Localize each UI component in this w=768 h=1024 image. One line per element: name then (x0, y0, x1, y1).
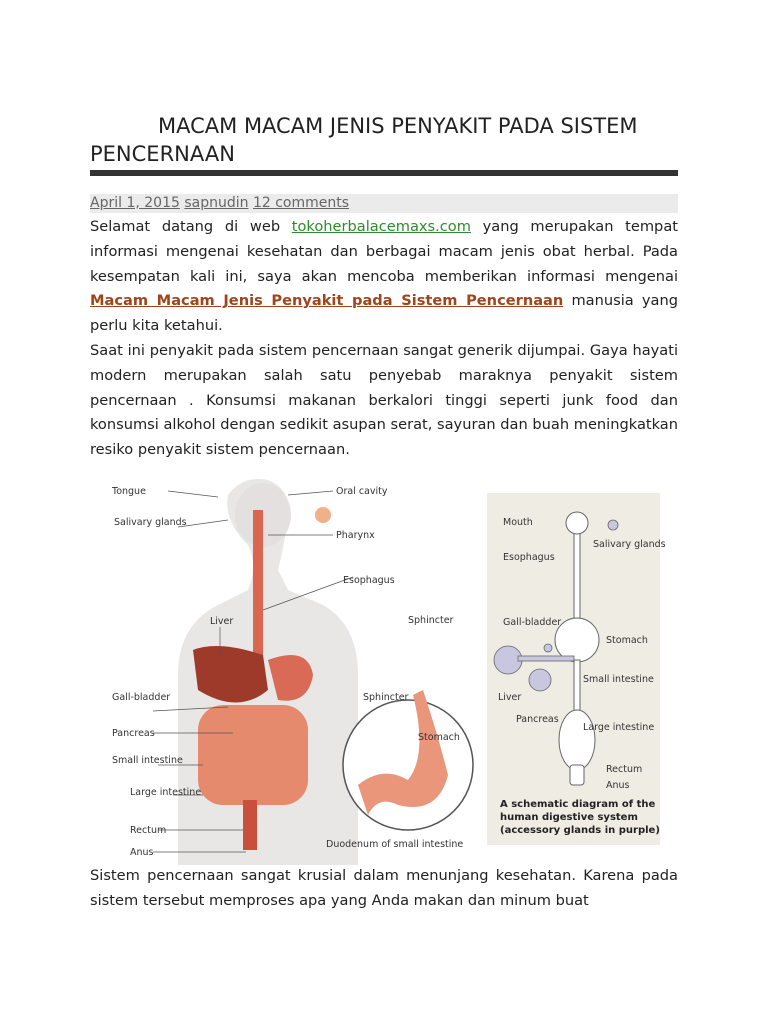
label-duodenum: Duodenum of small intestine (326, 839, 464, 850)
paragraph-2: Saat ini penyakit pada sistem pencernaan sangat generik dijumpai. Gaya hayati modern merupakan salah satu penyebab maraknya penyakit sistem pencernaan . Konsumsi makanan berkalori tinggi seperti junk food dan konsumsi alkohol dengan sedikit asupan serat, sayuran dan buah meningkatkan resiko penyakit sistem pencernaan. (90, 341, 678, 459)
article-topic-link[interactable]: Macam Macam Jenis Penyakit pada Sistem Pencernaan (90, 292, 564, 310)
label-liver-r: Liver (498, 692, 522, 703)
label-tongue: Tongue (112, 486, 146, 497)
title-divider (90, 170, 678, 176)
label-sphincter-lower: Sphincter (363, 692, 409, 703)
label-rectum: Rectum (130, 825, 167, 836)
label-large-intestine-r: Large intestine (583, 722, 655, 733)
label-stomach-r: Stomach (606, 635, 648, 646)
intro-text: manusia yang perlu kita ketahui. (90, 292, 678, 335)
label-gallbladder-r: Gall-bladder (503, 617, 562, 628)
label-pancreas-r: Pancreas (516, 714, 559, 725)
post-meta (90, 194, 678, 213)
anatomy-illustration (178, 479, 358, 865)
label-liver: Liver (210, 616, 234, 627)
label-salivary-glands: Salivary glands (114, 517, 187, 528)
label-pancreas: Pancreas (112, 728, 155, 739)
label-oral-cavity: Oral cavity (336, 486, 388, 497)
label-sphincter-upper: Sphincter (408, 615, 454, 626)
stomach-inset (343, 700, 473, 830)
paragraph-3: Sistem pencernaan sangat krusial dalam menunjang kesehatan. Karena pada sistem tersebut memproses apa yang Anda makan dan minum buat (90, 867, 678, 909)
label-gallbladder: Gall-bladder (112, 692, 171, 703)
comments-link[interactable]: 12 comments (252, 195, 350, 211)
schematic-caption-1: A schematic diagram of the (500, 799, 656, 810)
label-large-intestine: Large intestine (130, 787, 202, 798)
page-title: MACAM MACAM JENIS PENYAKIT PADA SISTEM PENCERNAAN (90, 114, 638, 166)
label-esophagus: Esophagus (343, 575, 395, 586)
schematic-caption-2: human digestive system (500, 812, 638, 823)
label-small-intestine: Small intestine (112, 755, 183, 766)
label-salivary: Salivary glands (593, 539, 666, 550)
label-small-intestine-r: Small intestine (583, 674, 654, 685)
label-anus-r: Anus (606, 780, 630, 791)
label-mouth: Mouth (503, 517, 533, 528)
intro-text: yang merupakan tempat informasi mengenai kesehatan dan berbagai macam jenis obat herbal. Pada kesempatan kali ini, saya akan mencoba memberikan informasi mengenai (90, 218, 678, 285)
article-intro (90, 215, 678, 463)
label-anus: Anus (130, 847, 154, 858)
label-pharynx: Pharynx (336, 530, 375, 541)
site-link[interactable]: tokoherbalacemaxs.com (291, 218, 471, 235)
label-esophagus-r: Esophagus (503, 552, 555, 563)
label-stomach: Stomach (418, 732, 460, 743)
digestive-system-figure (108, 475, 668, 865)
author-link[interactable]: sapnudin (184, 195, 249, 211)
post-date-link[interactable]: April 1, 2015 (90, 195, 180, 211)
schematic-caption-3: (accessory glands in purple) (500, 825, 660, 836)
intro-text: Selamat datang di web (90, 218, 292, 235)
label-rectum-r: Rectum (606, 764, 643, 775)
